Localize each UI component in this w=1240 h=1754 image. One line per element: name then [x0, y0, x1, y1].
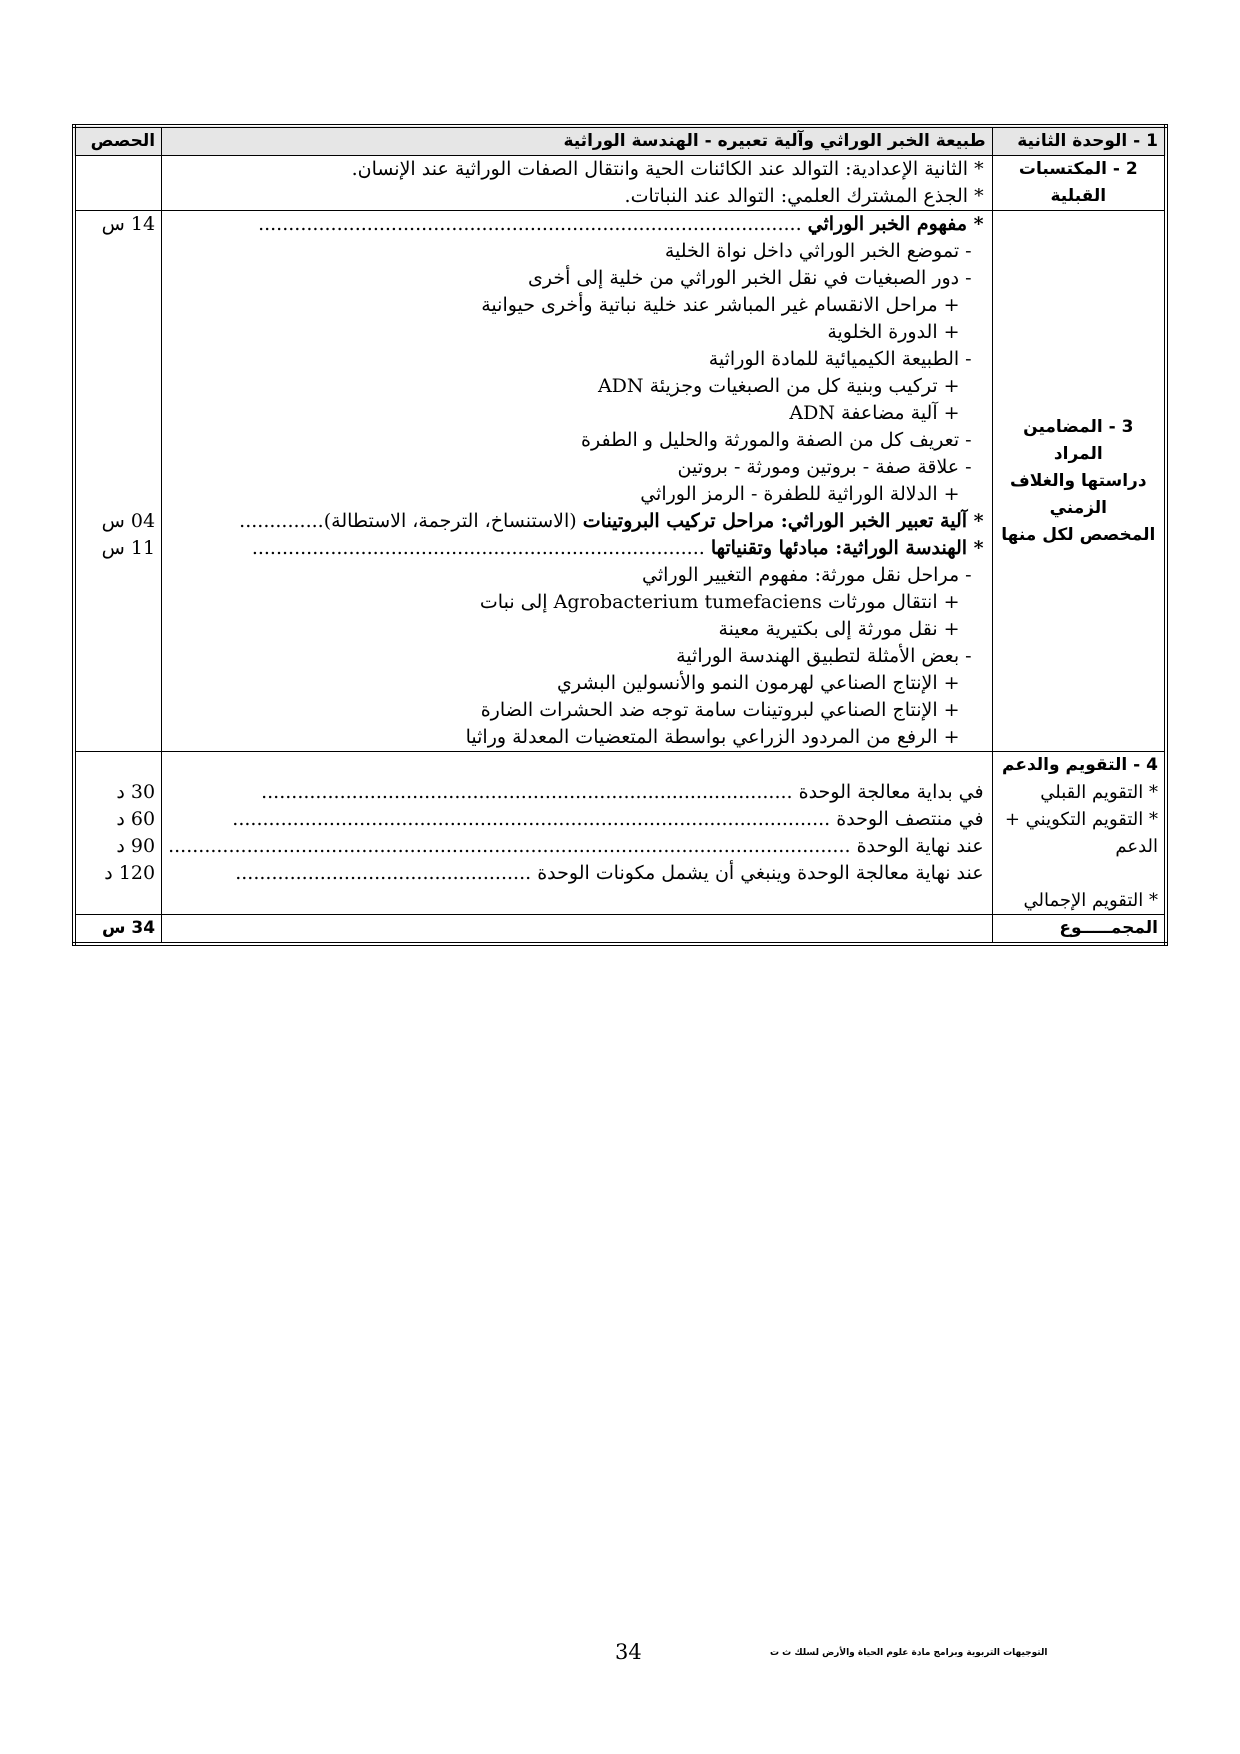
evaluation-line: في منتصف الوحدة ................................................................................................... [232, 808, 984, 830]
total-empty [162, 915, 993, 945]
content-line: + الدلالة الوراثية للطفرة - الرمز الوراثي [640, 483, 960, 505]
hours-value: 90 د [116, 835, 156, 857]
content-line: + مراحل الانقسام غير المباشر عند خلية نباتية وأخرى حيوانية [481, 294, 960, 316]
evaluation-title: 4 - التقويم والدعم [1002, 755, 1158, 775]
content-line: - تموضع الخبر الوراثي داخل نواة الخلية [664, 240, 972, 262]
content-line: + انتقال مورثات Agrobacterium tumefaciens إلى نبات [479, 591, 960, 613]
unit-label: 1 - الوحدة الثانية [992, 126, 1166, 156]
content-line: * الهندسة الوراثية: مبادئها وتقنياتها ........................................................................... [251, 537, 984, 559]
hours-header: الحصص [74, 126, 162, 156]
prerequisite-line: * الجذع المشترك العلمي: التوالد عند النباتات. [624, 185, 984, 207]
contents-label [992, 211, 1166, 752]
content-line: * آلية تعبير الخبر الوراثي: مراحل تركيب البروتينات (الاستنساخ، الترجمة، الاستطالة).............. [239, 510, 984, 532]
hours-value: 14 س [101, 213, 156, 235]
evaluation-hours [74, 752, 162, 915]
contents-label-line: المخصص لكل منها [1001, 524, 1156, 545]
content-line: - بعض الأمثلة لتطبيق الهندسة الوراثية [676, 645, 972, 667]
evaluation-content [162, 752, 993, 915]
evaluation-item [999, 860, 1158, 887]
content-line: + آلية مضاعفة ADN [789, 402, 960, 424]
total-value: 34 س [74, 915, 162, 945]
prerequisites-hours [74, 156, 162, 211]
content-line: + الرفع من المردود الزراعي بواسطة المتعضيات المعدلة وراثيا [465, 726, 960, 748]
evaluation-line: عند نهاية معالجة الوحدة وينبغي أن يشمل مكونات الوحدة ................................................. [235, 862, 984, 884]
content-line: + الدورة الخلوية [827, 321, 960, 343]
page-number: 34 [615, 1640, 642, 1664]
evaluation-item: * التقويم القبلي [1040, 782, 1158, 803]
content-line: + تركيب وبنية كل من الصبغيات وجزيئة ADN [597, 375, 960, 397]
content-line: - الطبيعة الكيميائية للمادة الوراثية [708, 348, 972, 370]
evaluation-item: * التقويم التكويني + الدعم [1004, 809, 1158, 857]
content-line: + نقل مورثة إلى بكتيرية معينة [718, 618, 960, 640]
evaluation-label [992, 752, 1166, 915]
content-line: - علاقة صفة - بروتين ومورثة - بروتين [677, 456, 972, 478]
hours-value: 11 س [101, 537, 156, 559]
evaluation-line: في بداية معالجة الوحدة ........................................................................................ [261, 781, 984, 803]
content-line: * مفهوم الخبر الوراثي .......................................................................................... [258, 213, 984, 235]
contents-label-line: 3 - المضامين المراد [1023, 416, 1134, 464]
contents-row [74, 211, 1166, 752]
evaluation-row [74, 752, 1166, 915]
prerequisite-line: * الثانية الإعدادية: التوالد عند الكائنات الحية وانتقال الصفات الوراثية عند الإنسان. [351, 158, 984, 180]
content-line: - مراحل نقل مورثة: مفهوم التغيير الوراثي [642, 564, 972, 586]
unit-title: طبيعة الخبر الوراثي وآلية تعبيره - الهندسة الوراثية [162, 126, 993, 156]
content-line: - دور الصبغيات في نقل الخبر الوراثي من خلية إلى أخرى [528, 267, 972, 289]
prerequisites-row [74, 156, 1166, 211]
program-table [72, 124, 1168, 946]
content-line: + الإنتاج الصناعي لهرمون النمو والأنسولين البشري [556, 672, 960, 694]
hours-value: 120 د [104, 862, 156, 884]
contents-list [162, 211, 993, 752]
hours-value: 04 س [101, 510, 156, 532]
total-label: المجمـــــوع [992, 915, 1166, 945]
prerequisites-content [162, 156, 993, 211]
hours-value: 60 د [116, 808, 156, 830]
hours-value: 30 د [116, 781, 156, 803]
contents-label-line: دراستها والغلاف الزمني [1010, 470, 1147, 518]
total-row [74, 915, 1166, 945]
content-line: + الإنتاج الصناعي لبروتينات سامة توجه ضد الحشرات الضارة [480, 699, 960, 721]
contents-hours [74, 211, 162, 752]
evaluation-line: عند نهاية الوحدة ................................................................................................................. [168, 835, 984, 857]
footer-text: التوجيهات التربوية وبرامج مادة علوم الحياة والأرض لسلك ث ت [770, 1648, 1048, 1658]
evaluation-item: * التقويم الإجمالي [1023, 890, 1158, 911]
content-line: - تعريف كل من الصفة والمورثة والحليل و الطفرة [581, 429, 972, 451]
header-row [74, 126, 1166, 156]
prerequisites-label: 2 - المكتسبات القبلية [992, 156, 1166, 211]
